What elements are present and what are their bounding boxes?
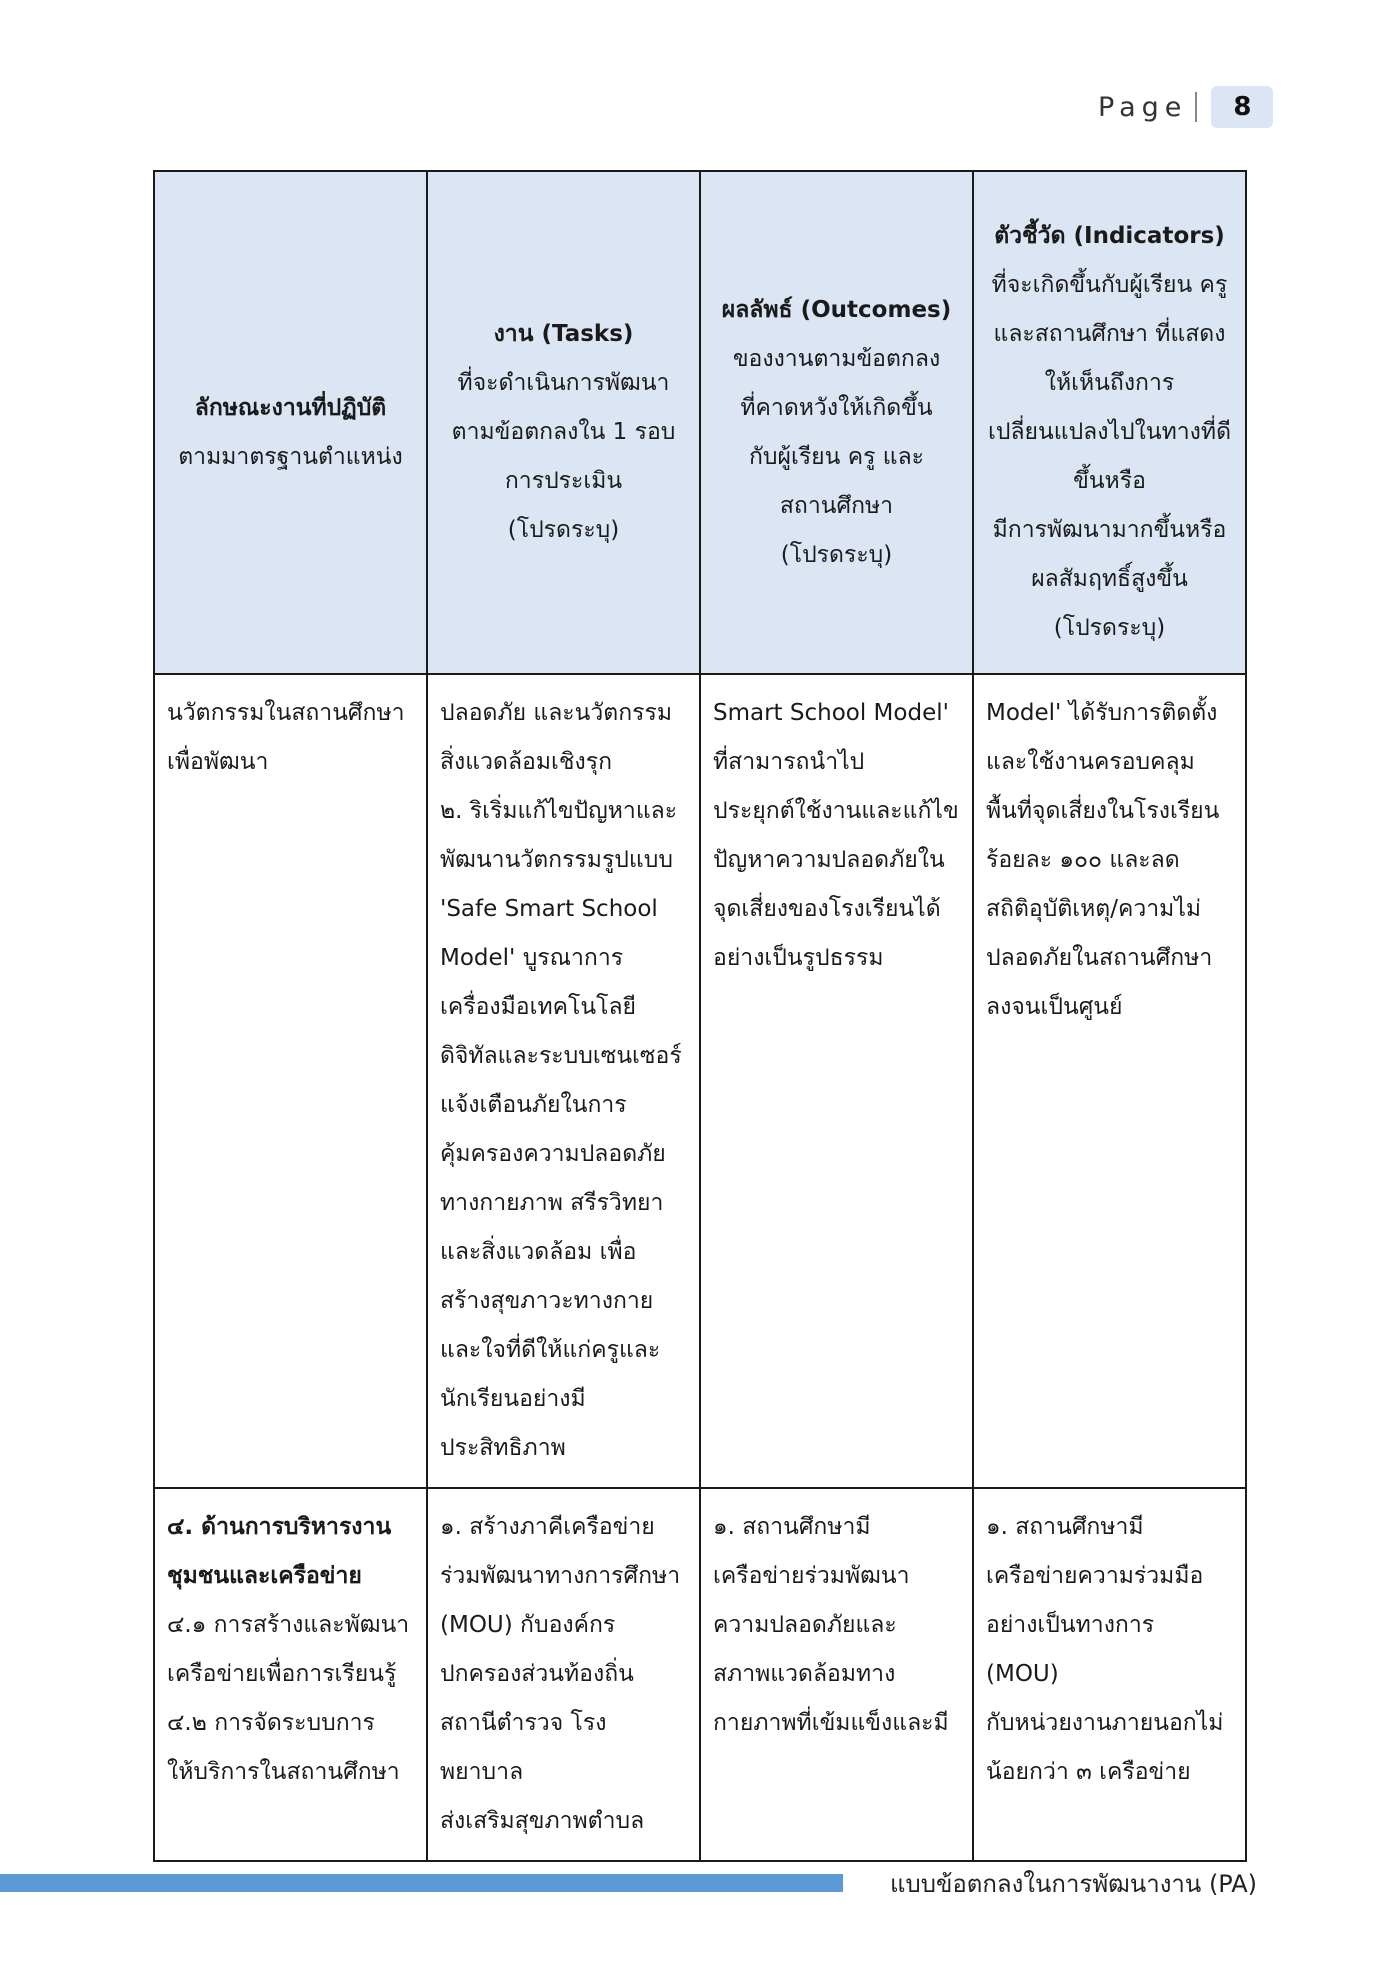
cell-text-line: สิ่งแวดล้อมเชิงรุก	[440, 749, 612, 775]
header-title: งาน (Tasks)	[493, 321, 634, 347]
header-subtitle-line: ที่จะดำเนินการพัฒนา	[457, 370, 670, 396]
header-subtitle-line: เปลี่ยนแปลงไปในทางที่ดี	[987, 419, 1232, 445]
cell-text-line: ดิจิทัลและระบบเซนเซอร์	[440, 1043, 682, 1069]
cell-text-line: ทางกายภาพ สรีรวิทยา	[440, 1190, 664, 1216]
cell-text-line: ๒. ริเริ่มแก้ไขปัญหาและ	[440, 798, 678, 824]
cell-text-line: 'Safe Smart School	[440, 896, 658, 922]
cell-text-line: ปัญหาความปลอดภัยใน	[713, 847, 945, 873]
header-subtitle-line: การประเมิน	[504, 468, 623, 494]
cell-text-line: อย่างเป็นรูปธรรม	[713, 945, 884, 971]
cell-text-line: Model' บูรณาการ	[440, 945, 624, 971]
header-subtitle-line: ขึ้นหรือ	[1073, 468, 1146, 494]
cell-text-line: ๑. สถานศึกษามี	[986, 1514, 1144, 1540]
cell-text-line: และใจที่ดีให้แก่ครูและ	[440, 1337, 661, 1363]
cell-text-line: ประสิทธิภาพ	[440, 1435, 566, 1461]
header-subtitle-line: ที่จะเกิดขึ้นกับผู้เรียน ครู	[991, 272, 1228, 298]
cell-text-line: สถิติอุบัติเหตุ/ความไม่	[986, 896, 1202, 922]
cell-text-line: จุดเสี่ยงของโรงเรียนได้	[713, 896, 941, 922]
header-cell	[700, 171, 973, 674]
cell-text-line: และใช้งานครอบคลุม	[986, 749, 1195, 775]
cell-text-line: ประยุกต์ใช้งานและแก้ไข	[713, 798, 959, 824]
table-row	[154, 1488, 1246, 1861]
cell-text-line: Smart School Model'	[713, 700, 949, 726]
table-cell	[973, 674, 1246, 1488]
cell-text-line: เครือข่ายร่วมพัฒนา	[713, 1563, 910, 1589]
cell-text-line: ร่วมพัฒนาทางการศึกษา	[440, 1563, 681, 1589]
cell-text-line: กายภาพที่เข้มแข็งและมี	[713, 1710, 949, 1736]
cell-text-line: ให้บริการในสถานศึกษา	[167, 1759, 400, 1785]
cell-text-line: พัฒนานวัตกรรมรูปแบบ	[440, 847, 673, 873]
page-separator	[1195, 92, 1197, 122]
header-title: ผลลัพธ์ (Outcomes)	[721, 296, 952, 323]
cell-text-line: อย่างเป็นทางการ (MOU)	[986, 1612, 1155, 1687]
cell-text-line: เครือข่ายเพื่อการเรียนรู้	[167, 1661, 397, 1687]
header-cell	[154, 171, 427, 674]
header-title: ลักษณะงานที่ปฏิบัติ	[194, 394, 387, 421]
header-subtitle-line: ผลสัมฤทธิ์สูงขึ้น	[1031, 566, 1188, 592]
header-subtitle-line: ให้เห็นถึงการ	[1044, 370, 1175, 396]
cell-text-line: สร้างสุขภาวะทางกาย	[440, 1288, 654, 1314]
cell-text-line: เครื่องมือเทคโนโลยี	[440, 994, 637, 1020]
header-subtitle-line: (โปรดระบุ)	[507, 517, 620, 543]
header-title: ตัวชี้วัด (Indicators)	[994, 223, 1225, 249]
cell-text-line: ที่สามารถนำไป	[713, 749, 865, 775]
cell-text-line: นวัตกรรมในสถานศึกษา	[167, 700, 405, 726]
cell-text-line: เครือข่ายความร่วมมือ	[986, 1563, 1204, 1589]
cell-text-line: และสิ่งแวดล้อม เพื่อ	[440, 1239, 637, 1265]
cell-text-line: ส่งเสริมสุขภาพตำบล	[440, 1808, 645, 1834]
cell-text-line: ปกครองส่วนท้องถิ่น	[440, 1661, 634, 1687]
table-cell	[700, 674, 973, 1488]
page-number: 8	[1211, 86, 1273, 128]
header-cell	[427, 171, 700, 674]
pa-table	[153, 170, 1247, 1862]
cell-text-line: นักเรียนอย่างมี	[440, 1386, 586, 1412]
cell-text-line: เพื่อพัฒนา	[167, 749, 269, 775]
table-cell	[154, 674, 427, 1488]
header-subtitle-line: ของงานตามข้อตกลง	[732, 345, 941, 372]
table-cell	[427, 674, 700, 1488]
cell-text-line: (MOU) กับองค์กร	[440, 1612, 616, 1638]
cell-text-line: ลงจนเป็นศูนย์	[986, 994, 1123, 1020]
cell-text-line: กับหน่วยงานภายนอกไม่	[986, 1710, 1224, 1736]
cell-text-line: คุ้มครองความปลอดภัย	[440, 1141, 666, 1167]
header-subtitle-line: สถานศึกษา	[779, 492, 894, 519]
cell-text-line: น้อยกว่า ๓ เครือข่าย	[986, 1759, 1191, 1785]
table-cell	[154, 1488, 427, 1861]
header-subtitle-line: และสถานศึกษา ที่แสดง	[993, 321, 1226, 347]
header-subtitle-line: ตามข้อตกลงใน 1 รอบ	[451, 419, 676, 445]
section-heading-line: ชุมชนและเครือข่าย	[167, 1563, 362, 1589]
cell-text-line: ความปลอดภัยและ	[713, 1612, 897, 1638]
cell-text-line: ปลอดภัยในสถานศึกษา	[986, 945, 1213, 971]
footer-bar	[0, 1874, 843, 1892]
page-header	[1098, 86, 1273, 128]
header-subtitle-line: (โปรดระบุ)	[1053, 615, 1166, 641]
header-subtitle-line: ตามมาตรฐานตำแหน่ง	[178, 443, 403, 470]
footer-text: แบบข้อตกลงในการพัฒนางาน (PA)	[890, 1870, 1258, 1898]
cell-text-line: สถานีตำรวจ โรงพยาบาล	[440, 1710, 607, 1785]
cell-text-line: พื้นที่จุดเสี่ยงในโรงเรียน	[986, 798, 1220, 824]
section-heading-line: ๔. ด้านการบริหารงาน	[167, 1514, 392, 1540]
cell-text-line: ๑. สร้างภาคีเครือข่าย	[440, 1514, 655, 1540]
header-subtitle-line: (โปรดระบุ)	[780, 541, 893, 568]
table-row	[154, 674, 1246, 1488]
header-cell	[973, 171, 1246, 674]
table-cell	[427, 1488, 700, 1861]
table-header-row	[154, 171, 1246, 674]
cell-text-line: ปลอดภัย และนวัตกรรม	[440, 700, 673, 726]
cell-text-line: ๔.๒ การจัดระบบการ	[167, 1710, 375, 1736]
header-subtitle-line: ที่คาดหวังให้เกิดขึ้น	[740, 394, 933, 421]
cell-text-line: สภาพแวดล้อมทาง	[713, 1661, 896, 1687]
header-subtitle-line: กับผู้เรียน ครู และ	[748, 443, 925, 470]
cell-text-line: ๑. สถานศึกษามี	[713, 1514, 871, 1540]
cell-text-line: Model' ได้รับการติดตั้ง	[986, 700, 1218, 726]
cell-text-line: แจ้งเตือนภัยในการ	[440, 1092, 627, 1118]
header-subtitle-line: มีการพัฒนามากขึ้นหรือ	[992, 517, 1227, 543]
cell-text-line: ร้อยละ ๑๐๐ และลด	[986, 847, 1180, 873]
table-cell	[973, 1488, 1246, 1861]
cell-text-line: ๔.๑ การสร้างและพัฒนา	[167, 1612, 410, 1638]
page-label: Page	[1098, 91, 1188, 123]
table-cell	[700, 1488, 973, 1861]
